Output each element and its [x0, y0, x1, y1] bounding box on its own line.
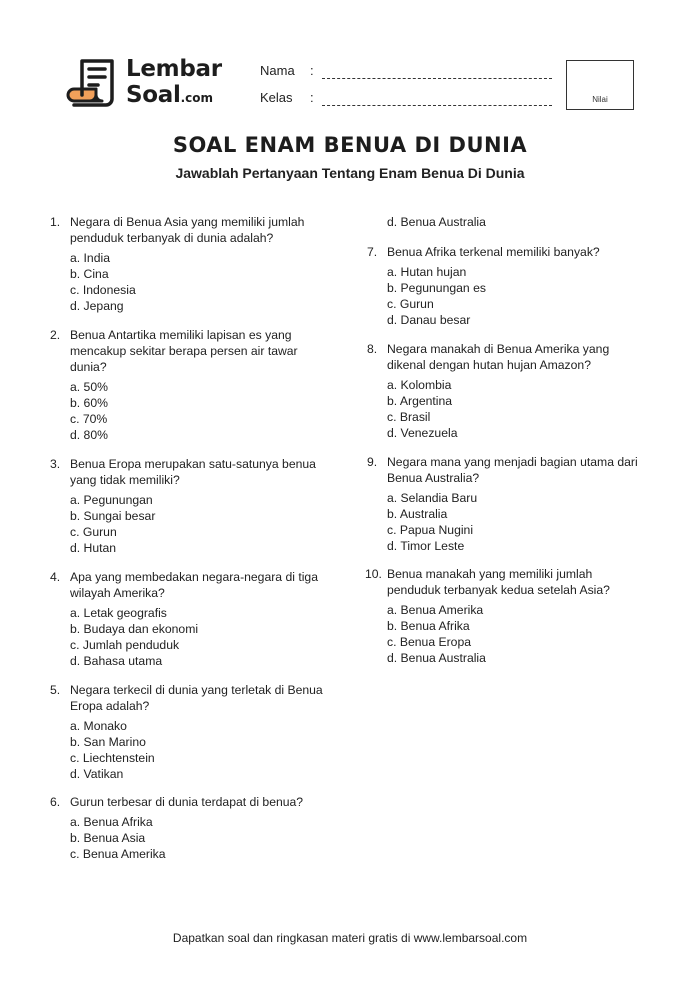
- option-c[interactable]: c. Papua Nugini: [387, 523, 474, 537]
- option-a[interactable]: a. Letak geografis: [70, 606, 167, 620]
- option-b[interactable]: b. Australia: [387, 507, 448, 521]
- option-c[interactable]: c. 70%: [70, 412, 108, 426]
- option-d[interactable]: d. Timor Leste: [387, 539, 465, 553]
- option-d[interactable]: d. Benua Australia: [387, 651, 486, 665]
- question-1: [50, 214, 332, 314]
- logo-text-lembar: Lembar: [126, 56, 222, 82]
- question-text: Benua manakah yang memiliki jumlah penduduk terbanyak kedua setelah Asia?: [387, 567, 610, 597]
- question-number: 2.: [50, 328, 61, 342]
- question-number: 5.: [50, 683, 61, 697]
- question-text: Benua Eropa merupakan satu-satunya benua yang tidak memiliki?: [70, 457, 316, 487]
- option-b[interactable]: b. Cina: [70, 267, 109, 281]
- option-a[interactable]: a. Benua Amerika: [387, 603, 484, 617]
- question-text: Benua Antartika memiliki lapisan es yang mencakup sekitar berapa persen air tawar dunia?: [70, 328, 298, 374]
- option-b[interactable]: b. Pegunungan es: [387, 281, 486, 295]
- footer-text: Dapatkan soal dan ringkasan materi gratis di www.lembarsoal.com: [172, 931, 528, 945]
- lembarsoal-logo: [66, 55, 226, 115]
- question-number: 4.: [50, 570, 61, 584]
- option-a[interactable]: a. Kolombia: [387, 378, 452, 392]
- logo-text-soal: Soal.com: [126, 82, 213, 108]
- question-number: 3.: [50, 457, 61, 471]
- option-a[interactable]: a. 50%: [70, 380, 108, 394]
- option-c[interactable]: c. Gurun: [387, 297, 434, 311]
- class-label: Kelas: [260, 90, 293, 105]
- option-a[interactable]: a. Pegunungan: [70, 493, 153, 507]
- option-a[interactable]: a. Selandia Baru: [387, 491, 478, 505]
- question-number: 9.: [367, 455, 378, 469]
- option-d[interactable]: d. Hutan: [70, 541, 117, 555]
- question-number: 6.: [50, 795, 61, 809]
- worksheet-subtitle: Jawablah Pertanyaan Tentang Enam Benua Di Dunia: [175, 165, 525, 181]
- option-b[interactable]: b. Benua Afrika: [387, 619, 470, 633]
- name-blank-line[interactable]: [322, 78, 552, 79]
- option-d[interactable]: d. Bahasa utama: [70, 654, 163, 668]
- option-a[interactable]: a. Hutan hujan: [387, 265, 467, 279]
- question-text: Negara mana yang menjadi bagian utama dari Benua Australia?: [387, 455, 638, 485]
- logo-text-dotcom: .com: [180, 91, 213, 105]
- option-d[interactable]: d. Vatikan: [70, 767, 124, 781]
- name-field[interactable]: [260, 63, 314, 78]
- question-5: [50, 682, 332, 782]
- option-c[interactable]: c. Benua Amerika: [70, 847, 166, 861]
- option-b[interactable]: b. 60%: [70, 396, 108, 410]
- question-7: [367, 244, 649, 328]
- question-text: Negara terkecil di dunia yang terletak di Benua Eropa adalah?: [70, 683, 323, 713]
- question-text: Negara di Benua Asia yang memiliki jumlah penduduk terbanyak di dunia adalah?: [70, 215, 305, 245]
- question-number: 10.: [365, 567, 382, 581]
- question-3: [50, 456, 332, 556]
- option-d[interactable]: d. Danau besar: [387, 313, 471, 327]
- class-colon: :: [310, 90, 314, 105]
- question-text: Gurun terbesar di dunia terdapat di benua?: [70, 795, 304, 809]
- option-d[interactable]: d. Benua Australia: [387, 215, 486, 229]
- option-c[interactable]: c. Brasil: [387, 410, 431, 424]
- question-10: [365, 566, 649, 666]
- question-2: [50, 327, 332, 443]
- question-4: [50, 569, 332, 669]
- question-number: 7.: [367, 245, 378, 259]
- option-b[interactable]: b. Argentina: [387, 394, 453, 408]
- question-number: 1.: [50, 215, 61, 229]
- worksheet-title: SOAL ENAM BENUA DI DUNIA: [172, 133, 528, 157]
- option-b[interactable]: b. Sungai besar: [70, 509, 156, 523]
- score-box[interactable]: [566, 60, 634, 110]
- option-d[interactable]: d. 80%: [70, 428, 108, 442]
- option-d[interactable]: d. Venezuela: [387, 426, 458, 440]
- option-d[interactable]: d. Jepang: [70, 299, 124, 313]
- question-text: Benua Afrika terkenal memiliki banyak?: [387, 245, 600, 259]
- question-number: 8.: [367, 342, 378, 356]
- option-a[interactable]: a. Benua Afrika: [70, 815, 153, 829]
- class-field[interactable]: [260, 90, 314, 105]
- question-9: [367, 454, 649, 554]
- option-c[interactable]: c. Liechtenstein: [70, 751, 155, 765]
- option-b[interactable]: b. San Marino: [70, 735, 146, 749]
- option-a[interactable]: a. Monako: [70, 719, 127, 733]
- option-c[interactable]: c. Jumlah penduduk: [70, 638, 180, 652]
- class-blank-line[interactable]: [322, 105, 552, 106]
- option-c[interactable]: c. Indonesia: [70, 283, 136, 297]
- name-colon: :: [310, 63, 314, 78]
- question-text: Apa yang membedakan negara-negara di tiga wilayah Amerika?: [70, 570, 318, 600]
- option-c[interactable]: c. Gurun: [70, 525, 117, 539]
- option-b[interactable]: b. Budaya dan ekonomi: [70, 622, 199, 636]
- document-scroll-icon: [66, 55, 122, 111]
- name-label: Nama: [260, 63, 295, 78]
- question-8: [367, 341, 649, 441]
- option-c[interactable]: c. Benua Eropa: [387, 635, 472, 649]
- question-6-continued: [387, 214, 649, 230]
- option-a[interactable]: a. India: [70, 251, 110, 265]
- question-6: [50, 794, 332, 862]
- question-text: Negara manakah di Benua Amerika yang dikenal dengan hutan hujan Amazon?: [387, 342, 610, 372]
- option-b[interactable]: b. Benua Asia: [70, 831, 146, 845]
- score-label: Nilai: [592, 95, 608, 104]
